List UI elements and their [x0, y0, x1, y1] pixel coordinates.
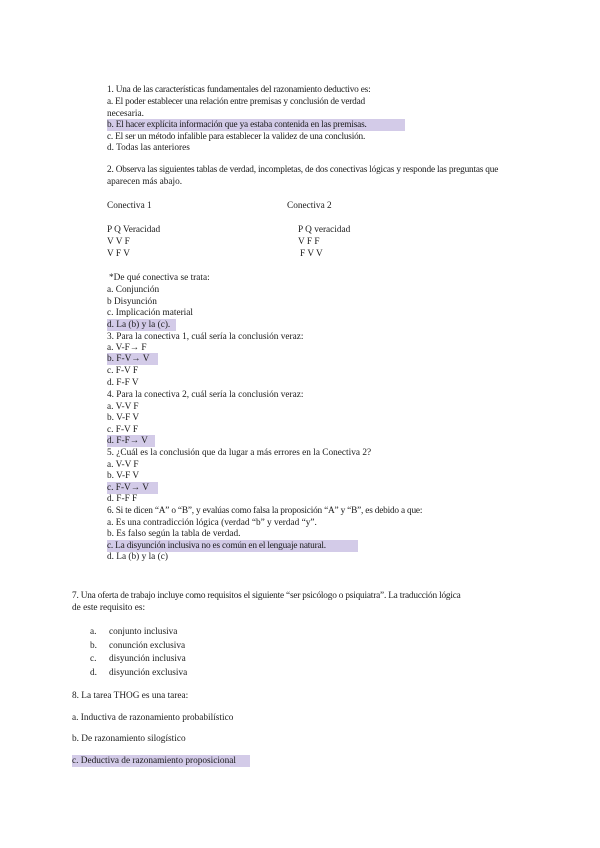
q5-option-a: a. V-V F: [107, 460, 139, 470]
q2-question-cont: aparecen más abajo.: [107, 177, 183, 187]
conectiva2-title: Conectiva 2: [287, 201, 332, 211]
q8-option-b: b. De razonamiento silogístico: [72, 734, 186, 744]
q7-option-b: conunción exclusiva: [109, 641, 186, 651]
q7-question: 7. Una oferta de trabajo incluye como requisitos el siguiente “ser psicólogo o psiquiatra”. La traducción lógica: [72, 591, 461, 601]
sub1-option-b: b Disyunción: [107, 297, 157, 307]
q5-option-b: b. V-F V: [107, 471, 140, 481]
q6-question: 6. Si te dicen “A” o “B”, y evalúas como falsa la proposición “A” y “B”, es debido a que:: [107, 506, 423, 516]
conectiva2-row2: F V V: [300, 249, 323, 259]
q7-option-d: disyunción exclusiva: [109, 668, 188, 678]
sub1-question: *De qué conectiva se trata:: [109, 273, 210, 283]
q5-option-c-highlighted: c. F-V→ V: [107, 482, 158, 494]
q4-question: 4. Para la conectiva 2, cuál sería la conclusión veraz:: [107, 390, 304, 400]
q7-option-a: conjunto inclusiva: [109, 627, 178, 637]
q7-option-c: disyunción inclusiva: [109, 654, 186, 664]
q1-option-a: a. El poder establecer una relación entre premisas y conclusión de verdad: [107, 97, 365, 107]
conectiva1-row2: V F V: [107, 249, 130, 259]
q4-option-a: a. V-V F: [107, 402, 139, 412]
q2-question: 2. Observa las siguientes tablas de verdad, incompletas, de dos conectivas lógicas y responde las preguntas que: [107, 165, 499, 175]
q5-question: 5. ¿Cuál es la conclusión que da lugar a más errores en la Conectiva 2?: [107, 448, 372, 458]
q6-option-c-highlighted: c. La disyunción inclusiva no es común en el lenguaje natural.: [107, 540, 358, 552]
q3-option-d: d. F-F V: [107, 378, 139, 388]
sub1-option-d-highlighted: d. La (b) y la (c).: [107, 319, 176, 331]
q3-question: 3. Para la conectiva 1, cuál sería la conclusión veraz:: [107, 332, 304, 342]
q5-option-d: d. F-F F: [107, 494, 138, 504]
q6-option-a: a. Es una contradicción lógica (verdad “b” y verdad “y”.: [107, 518, 317, 528]
conectiva1-header: P Q Veracidad: [107, 225, 161, 235]
q1-option-b-highlighted: b. El hacer explícita información que ya estaba contenida en las premisas.: [107, 119, 405, 131]
q4-option-d-highlighted: d. F-F→ V: [107, 435, 155, 447]
q3-option-c: c. F-V F: [107, 366, 139, 376]
q8-option-c-highlighted: c. Deductiva de razonamiento proposicional: [72, 755, 250, 767]
q7-option-b-letter: b.: [90, 641, 97, 651]
q1-option-a-cont: necesaria.: [107, 109, 144, 119]
q3-option-b-highlighted: b. F-V→ V: [107, 353, 158, 365]
q1-option-c: c. El ser un método infalible para establecer la validez de una conclusión.: [107, 132, 366, 142]
conectiva2-header: P Q veracidad: [298, 225, 351, 235]
sub1-option-c: c. Implicación material: [107, 308, 193, 318]
q8-question: 8. La tarea THOG es una tarea:: [72, 691, 189, 701]
q1-option-d: d. Todas las anteriores: [107, 143, 190, 153]
q7-option-d-letter: d.: [90, 668, 97, 678]
q4-option-b: b. V-F V: [107, 413, 140, 423]
q3-option-a: a. V-F→ F: [107, 343, 147, 353]
q1-question: 1. Una de las características fundamentales del razonamiento deductivo es:: [107, 85, 371, 95]
q4-option-c: c. F-V F: [107, 425, 139, 435]
conectiva1-title: Conectiva 1: [107, 201, 152, 211]
q6-option-d: d. La (b) y la (c): [107, 552, 168, 562]
conectiva1-row1: V V F: [107, 237, 130, 247]
q7-question-cont: de este requisito es:: [72, 603, 146, 613]
q8-option-a: a. Inductiva de razonamiento probabilístico: [72, 713, 234, 723]
q7-option-c-letter: c.: [90, 654, 97, 664]
q6-option-b: b. Es falso según la tabla de verdad.: [107, 529, 241, 539]
q7-option-a-letter: a.: [90, 627, 97, 637]
conectiva2-row1: V F F: [298, 237, 320, 247]
sub1-option-a: a. Conjunción: [107, 285, 160, 295]
